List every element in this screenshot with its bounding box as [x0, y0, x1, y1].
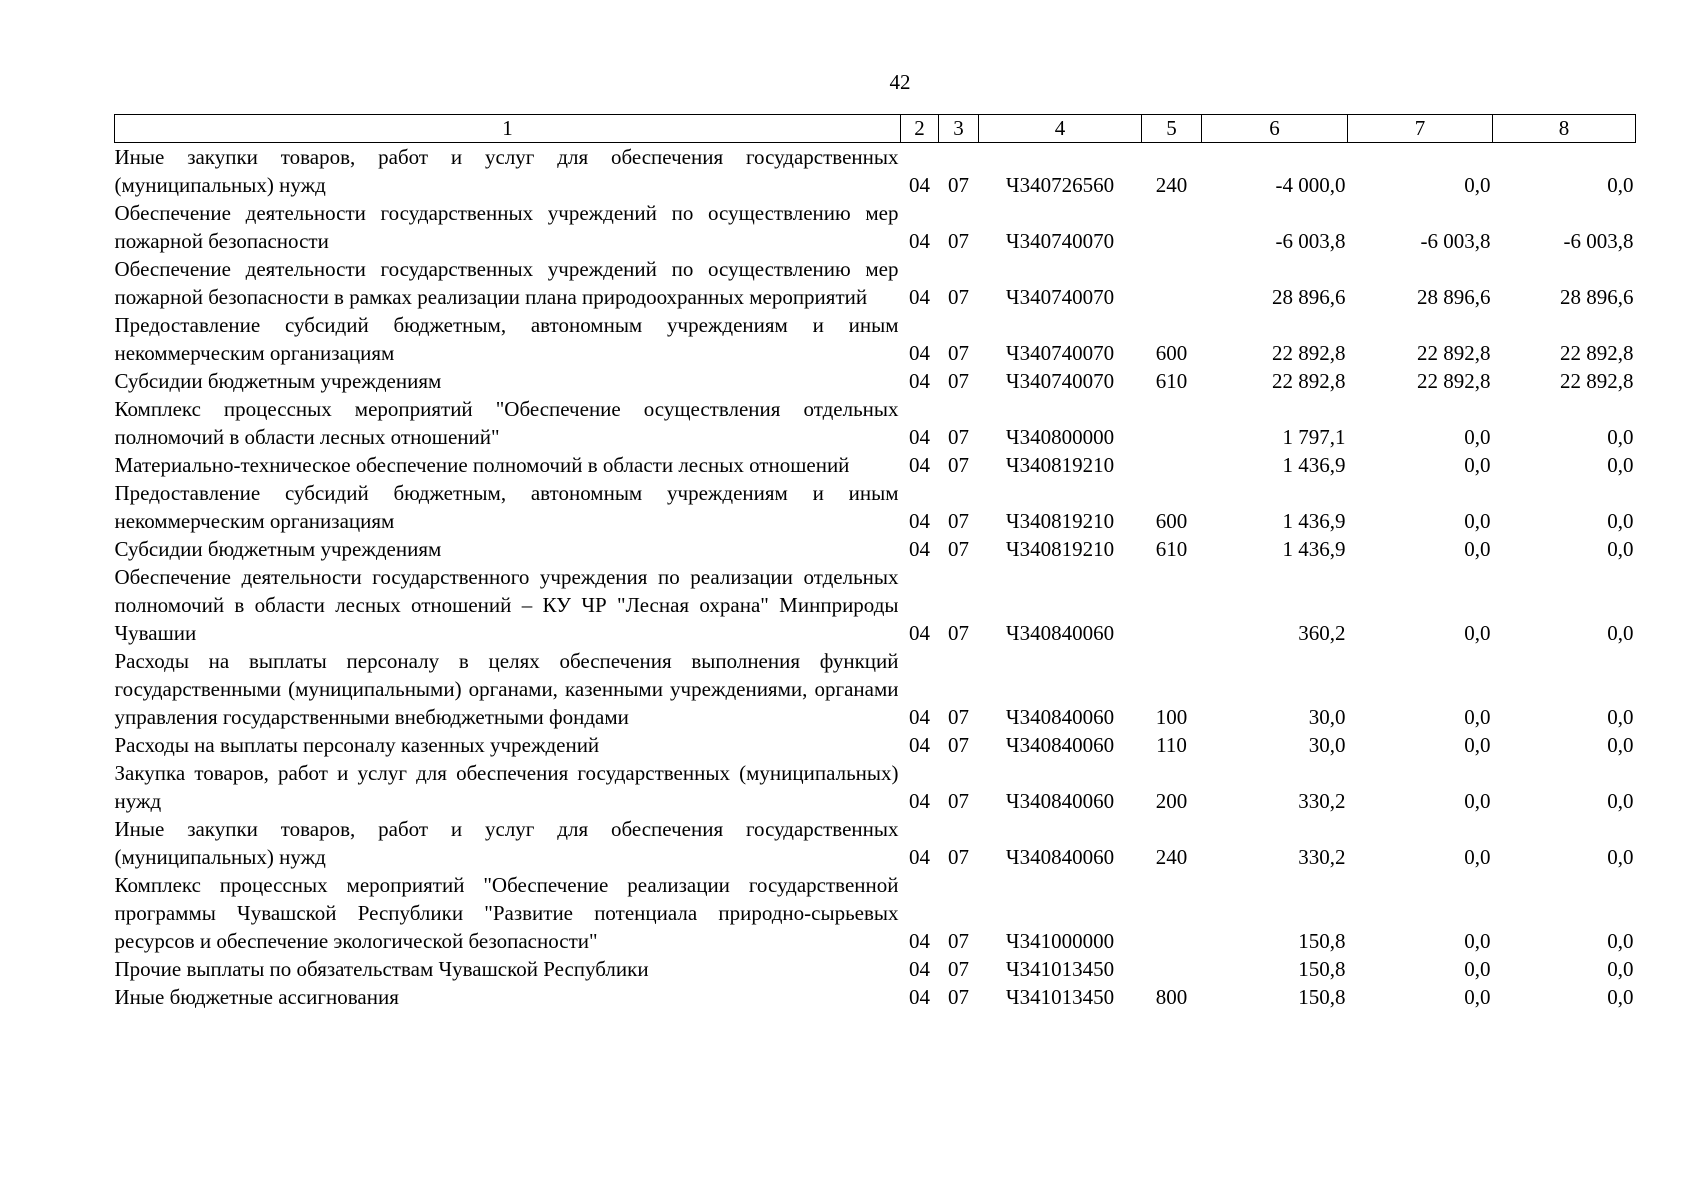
row-value-col6: 30,0 — [1308, 705, 1346, 729]
row-expense-type: 610 — [1155, 537, 1188, 561]
row-target-code: Ч340819210 — [1005, 453, 1115, 477]
row-expense-type: 110 — [1156, 733, 1187, 757]
row-value-col7: 0,0 — [1464, 929, 1491, 953]
row-expense-type: 200 — [1155, 789, 1188, 813]
row-expense-type — [1142, 955, 1202, 983]
row-value-col6: 30,0 — [1308, 733, 1346, 757]
row-expense-type: 610 — [1155, 369, 1188, 393]
table-row — [115, 395, 1636, 451]
row-value-col6: 1 436,9 — [1282, 537, 1346, 561]
row-name: Субсидии бюджетным учреждениям — [114, 369, 442, 393]
row-target-code: Ч340740070 — [1005, 229, 1115, 253]
row-section: 04 — [909, 621, 930, 645]
row-subsection: 07 — [948, 229, 969, 253]
row-section: 04 — [909, 537, 930, 561]
row-subsection: 07 — [948, 957, 969, 981]
row-value-col6: 1 436,9 — [1282, 453, 1346, 477]
row-section: 04 — [909, 285, 930, 309]
header-col-4: 4 — [979, 115, 1142, 143]
row-subsection: 07 — [948, 369, 969, 393]
row-expense-type: 240 — [1155, 845, 1188, 869]
row-section: 04 — [909, 369, 930, 393]
header-col-1: 1 — [115, 115, 901, 143]
row-section: 04 — [909, 341, 930, 365]
header-col-3: 3 — [939, 115, 979, 143]
row-value-col6: 330,2 — [1298, 845, 1346, 869]
row-value-col6: 150,8 — [1298, 985, 1346, 1009]
budget-table — [114, 114, 1636, 1011]
header-col-6: 6 — [1202, 115, 1348, 143]
row-value-col8: 0,0 — [1607, 929, 1634, 953]
row-value-col8: 0,0 — [1607, 537, 1634, 561]
row-name: Материально-техническое обеспечение полномочий в области лесных отношений — [114, 453, 850, 477]
row-section: 04 — [909, 985, 930, 1009]
table-row — [115, 815, 1636, 871]
row-value-col8: 28 896,6 — [1560, 285, 1634, 309]
row-target-code: Ч340840060 — [1005, 621, 1115, 645]
row-value-col6: 22 892,8 — [1272, 369, 1346, 393]
row-value-col8: 0,0 — [1607, 733, 1634, 757]
row-value-col6: 1 797,1 — [1282, 425, 1346, 449]
row-expense-type — [1142, 871, 1202, 955]
row-value-col8: 0,0 — [1607, 509, 1634, 533]
row-subsection: 07 — [948, 733, 969, 757]
header-row — [115, 115, 1636, 143]
row-value-col8: -6 003,8 — [1563, 229, 1634, 253]
row-subsection: 07 — [948, 285, 969, 309]
row-value-col6: -4 000,0 — [1275, 173, 1346, 197]
row-value-col7: 22 892,8 — [1417, 369, 1491, 393]
row-name: Обеспечение деятельности государственных учреждений по осуществлению мер пожарной безопасности в рамках реализации плана природоохранных мероприятий — [114, 257, 899, 309]
row-target-code: Ч340840060 — [1005, 705, 1115, 729]
row-expense-type: 100 — [1155, 705, 1188, 729]
table-row — [115, 479, 1636, 535]
row-subsection: 07 — [948, 425, 969, 449]
row-name: Закупка товаров, работ и услуг для обеспечения государственных (муниципальных) нужд — [114, 761, 899, 813]
row-subsection: 07 — [948, 621, 969, 645]
table-row — [115, 143, 1636, 200]
table-row — [115, 731, 1636, 759]
row-name: Расходы на выплаты персоналу в целях обеспечения выполнения функций государственными (муниципальными) органами, казенными учреждениями, органами управления государственными внебюджетными фондами — [114, 649, 899, 729]
row-expense-type — [1142, 451, 1202, 479]
row-value-col8: 22 892,8 — [1560, 369, 1634, 393]
row-target-code: Ч340840060 — [1005, 789, 1115, 813]
row-value-col7: 0,0 — [1464, 985, 1491, 1009]
row-value-col8: 0,0 — [1607, 845, 1634, 869]
row-value-col8: 0,0 — [1607, 789, 1634, 813]
row-name: Иные бюджетные ассигнования — [114, 985, 399, 1009]
row-value-col7: 0,0 — [1464, 173, 1491, 197]
table-row — [115, 367, 1636, 395]
row-value-col6: 330,2 — [1298, 789, 1346, 813]
row-name: Прочие выплаты по обязательствам Чувашской Республики — [114, 957, 649, 981]
row-name: Предоставление субсидий бюджетным, автономным учреждениям и иным некоммерческим организациям — [114, 481, 899, 533]
row-expense-type: 600 — [1155, 341, 1188, 365]
row-section: 04 — [909, 929, 930, 953]
row-name: Предоставление субсидий бюджетным, автономным учреждениям и иным некоммерческим организациям — [114, 313, 899, 365]
table-row — [115, 871, 1636, 955]
row-value-col8: 22 892,8 — [1560, 341, 1634, 365]
row-value-col7: 0,0 — [1464, 705, 1491, 729]
row-subsection: 07 — [948, 705, 969, 729]
row-name: Обеспечение деятельности государственного учреждения по реализации отдельных полномочий в области лесных отношений – КУ ЧР "Лесная охрана" Минприроды Чувашии — [114, 565, 899, 645]
row-subsection: 07 — [948, 929, 969, 953]
page-number: 42 — [889, 70, 911, 94]
header-col-2: 2 — [901, 115, 939, 143]
row-name: Комплекс процессных мероприятий "Обеспечение осуществления отдельных полномочий в области лесных отношений" — [114, 397, 899, 449]
row-section: 04 — [909, 705, 930, 729]
row-subsection: 07 — [948, 509, 969, 533]
row-target-code: Ч340740070 — [1005, 341, 1115, 365]
row-value-col7: 0,0 — [1464, 789, 1491, 813]
row-target-code: Ч340740070 — [1005, 285, 1115, 309]
row-target-code: Ч340819210 — [1005, 537, 1115, 561]
row-section: 04 — [909, 425, 930, 449]
row-value-col6: 22 892,8 — [1272, 341, 1346, 365]
row-subsection: 07 — [948, 845, 969, 869]
row-value-col7: 22 892,8 — [1417, 341, 1491, 365]
row-subsection: 07 — [948, 789, 969, 813]
row-name: Обеспечение деятельности государственных учреждений по осуществлению мер пожарной безопасности — [114, 201, 899, 253]
row-section: 04 — [909, 789, 930, 813]
row-section: 04 — [909, 845, 930, 869]
row-value-col6: -6 003,8 — [1275, 229, 1346, 253]
row-value-col7: 28 896,6 — [1417, 285, 1491, 309]
row-value-col6: 1 436,9 — [1282, 509, 1346, 533]
table-body — [115, 143, 1636, 1012]
row-expense-type — [1142, 199, 1202, 255]
row-target-code: Ч341013450 — [1005, 985, 1115, 1009]
table-row — [115, 647, 1636, 731]
row-name: Субсидии бюджетным учреждениям — [114, 537, 442, 561]
row-value-col7: 0,0 — [1464, 621, 1491, 645]
row-name: Комплекс процессных мероприятий "Обеспечение реализации государственной программы Чувашской Республики "Развитие потенциала природно-сырьевых ресурсов и обеспечение экологической безопасности" — [114, 873, 899, 953]
row-target-code: Ч340740070 — [1005, 369, 1115, 393]
row-subsection: 07 — [948, 173, 969, 197]
row-value-col6: 360,2 — [1298, 621, 1346, 645]
row-value-col7: -6 003,8 — [1420, 229, 1491, 253]
row-value-col7: 0,0 — [1464, 957, 1491, 981]
table-row — [115, 535, 1636, 563]
row-expense-type: 800 — [1155, 985, 1188, 1009]
row-section: 04 — [909, 957, 930, 981]
row-target-code: Ч340840060 — [1005, 733, 1115, 757]
row-value-col8: 0,0 — [1607, 985, 1634, 1009]
row-subsection: 07 — [948, 985, 969, 1009]
row-value-col8: 0,0 — [1607, 621, 1634, 645]
row-target-code: Ч340800000 — [1005, 425, 1115, 449]
row-value-col8: 0,0 — [1607, 173, 1634, 197]
row-expense-type — [1142, 395, 1202, 451]
row-target-code: Ч340819210 — [1005, 509, 1115, 533]
row-value-col8: 0,0 — [1607, 705, 1634, 729]
row-name: Иные закупки товаров, работ и услуг для обеспечения государственных (муниципальных) нужд — [114, 145, 899, 197]
table-row — [115, 759, 1636, 815]
row-subsection: 07 — [948, 341, 969, 365]
row-expense-type: 600 — [1155, 509, 1188, 533]
row-expense-type — [1142, 563, 1202, 647]
table-row — [115, 199, 1636, 255]
row-name: Расходы на выплаты персоналу казенных учреждений — [114, 733, 600, 757]
row-section: 04 — [909, 229, 930, 253]
row-expense-type: 240 — [1155, 173, 1188, 197]
row-target-code: Ч340840060 — [1005, 845, 1115, 869]
table-row — [115, 563, 1636, 647]
row-name: Иные закупки товаров, работ и услуг для обеспечения государственных (муниципальных) нужд — [114, 817, 899, 869]
header-col-8: 8 — [1493, 115, 1636, 143]
row-value-col7: 0,0 — [1464, 509, 1491, 533]
row-expense-type — [1142, 255, 1202, 311]
row-subsection: 07 — [948, 453, 969, 477]
table-row — [115, 983, 1636, 1011]
table-row — [115, 255, 1636, 311]
row-value-col8: 0,0 — [1607, 425, 1634, 449]
table-row — [115, 311, 1636, 367]
row-target-code: Ч340726560 — [1005, 173, 1115, 197]
table-header — [115, 115, 1636, 143]
header-col-5: 5 — [1142, 115, 1202, 143]
header-col-7: 7 — [1348, 115, 1493, 143]
row-target-code: Ч341013450 — [1005, 957, 1115, 981]
row-subsection: 07 — [948, 537, 969, 561]
table-row — [115, 451, 1636, 479]
row-value-col7: 0,0 — [1464, 453, 1491, 477]
row-value-col8: 0,0 — [1607, 957, 1634, 981]
row-value-col6: 150,8 — [1298, 957, 1346, 981]
row-section: 04 — [909, 733, 930, 757]
row-value-col6: 150,8 — [1298, 929, 1346, 953]
table-row — [115, 955, 1636, 983]
row-section: 04 — [909, 453, 930, 477]
row-value-col6: 28 896,6 — [1272, 285, 1346, 309]
row-value-col7: 0,0 — [1464, 733, 1491, 757]
row-value-col7: 0,0 — [1464, 537, 1491, 561]
row-value-col7: 0,0 — [1464, 845, 1491, 869]
row-section: 04 — [909, 509, 930, 533]
row-target-code: Ч341000000 — [1005, 929, 1115, 953]
row-value-col8: 0,0 — [1607, 453, 1634, 477]
row-value-col7: 0,0 — [1464, 425, 1491, 449]
row-section: 04 — [909, 173, 930, 197]
